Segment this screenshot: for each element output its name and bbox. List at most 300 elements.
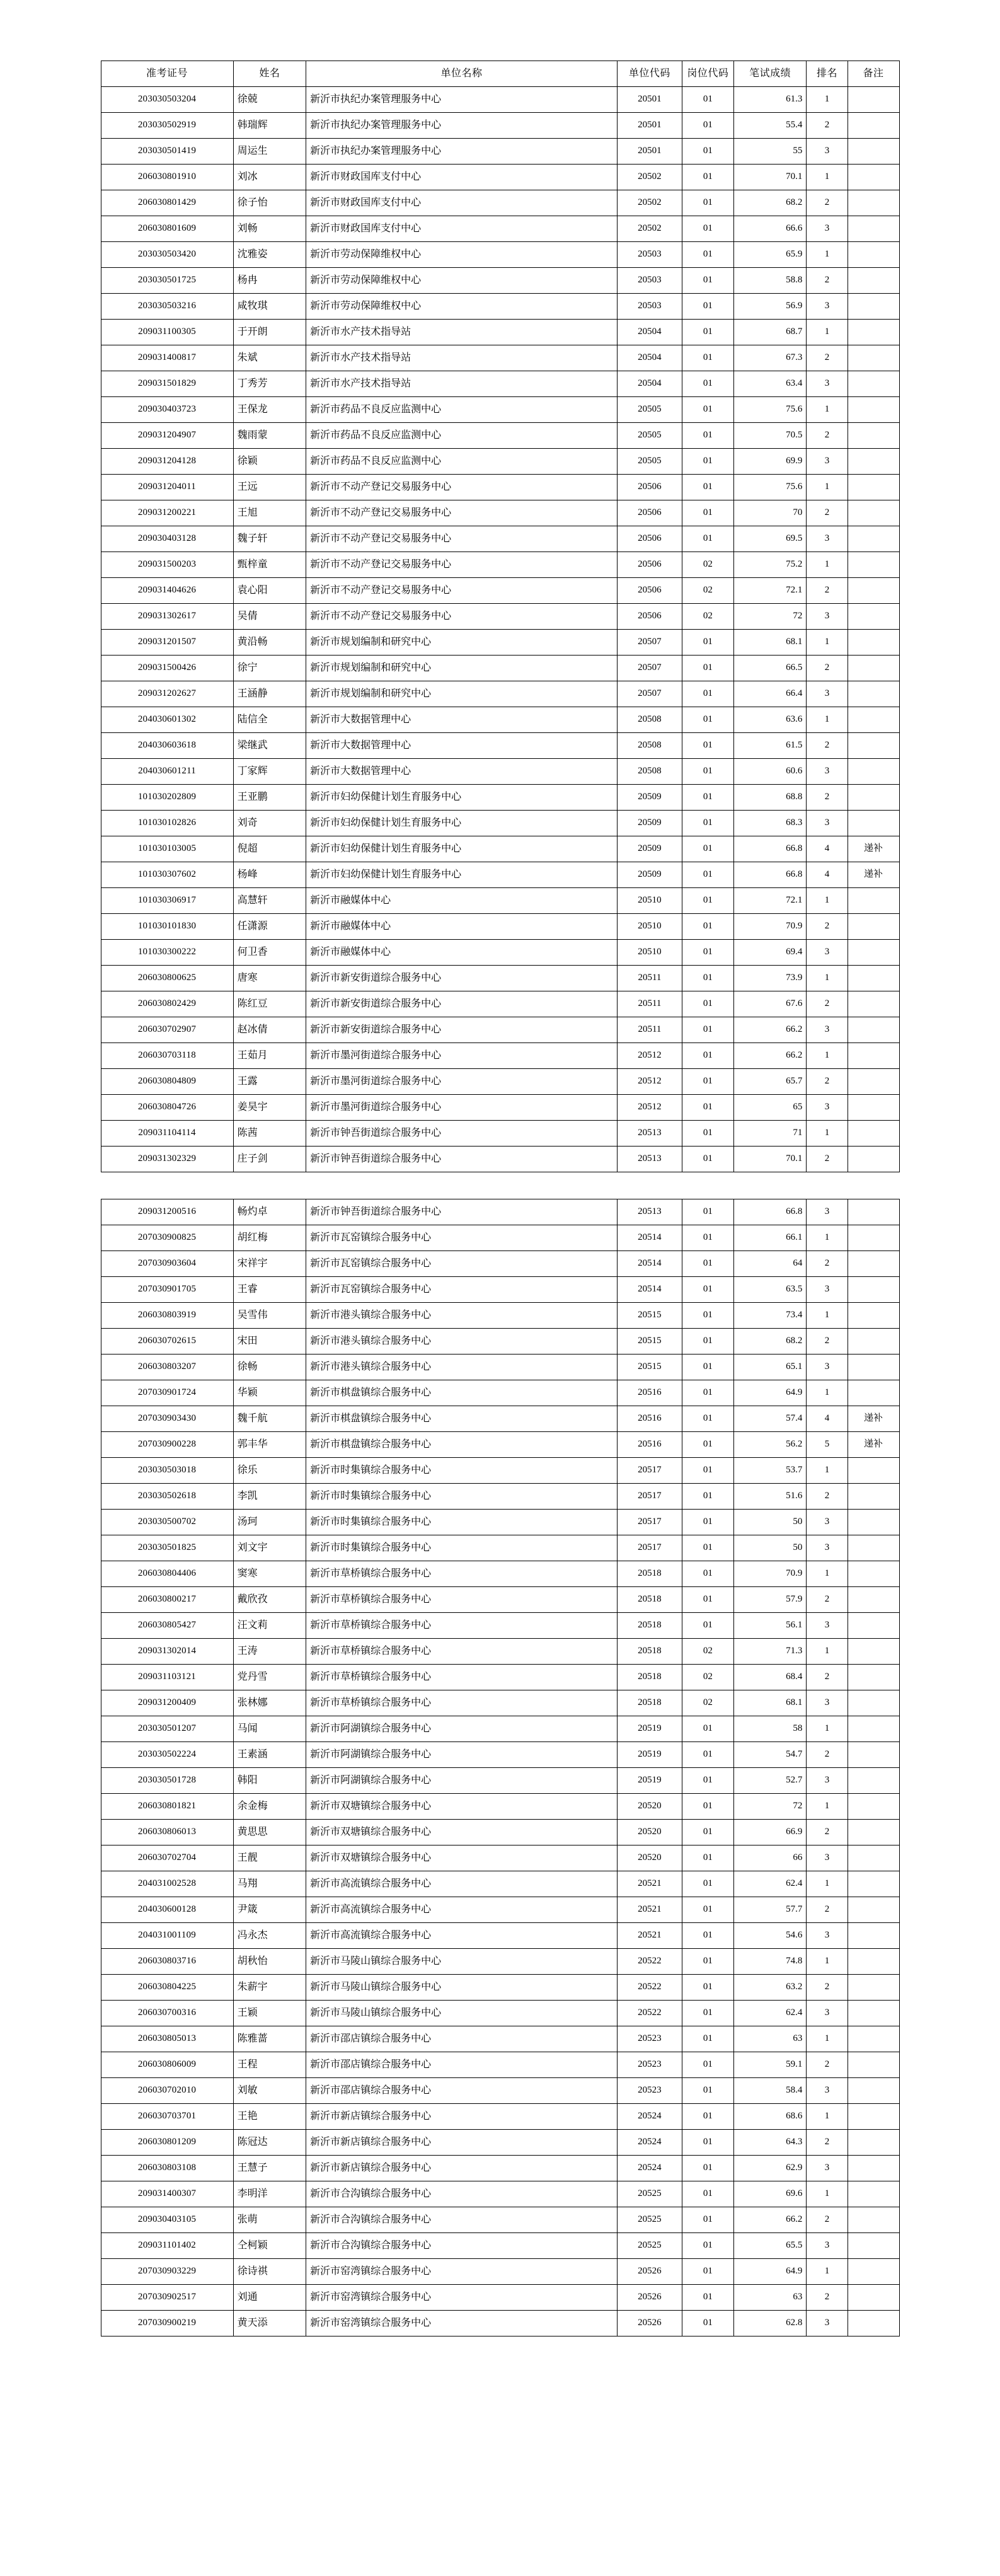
- cell-ticket: 204030601211: [101, 759, 233, 785]
- cell-written-score: 74.8: [733, 1949, 807, 1975]
- cell-rank: 3: [807, 1613, 848, 1639]
- cell-ticket: 206030703701: [101, 2104, 233, 2130]
- cell-unit: 新沂市妇幼保健计划生育服务中心: [306, 836, 618, 862]
- cell-unit: 新沂市不动产登记交易服务中心: [306, 500, 618, 526]
- cell-rank: 1: [807, 2026, 848, 2052]
- cell-post-code: 01: [682, 242, 733, 268]
- cell-written-score: 69.6: [733, 2181, 807, 2207]
- cell-post-code: 01: [682, 294, 733, 320]
- cell-written-score: 52.7: [733, 1768, 807, 1794]
- table-row: [101, 2001, 899, 2026]
- table-row: [101, 578, 899, 604]
- cell-name: 王涛: [233, 1639, 306, 1665]
- cell-remark: [848, 1665, 899, 1690]
- cell-ticket: 209031400817: [101, 345, 233, 371]
- cell-post-code: 01: [682, 2156, 733, 2181]
- table-row: [101, 1277, 899, 1303]
- cell-name: 戴欣孜: [233, 1587, 306, 1613]
- cell-ticket: 209031204907: [101, 423, 233, 449]
- column-header-unit: 单位名称: [306, 61, 618, 87]
- cell-post-code: 01: [682, 1121, 733, 1146]
- cell-unit: 新沂市融媒体中心: [306, 940, 618, 966]
- cell-rank: 2: [807, 785, 848, 811]
- cell-remark: [848, 785, 899, 811]
- cell-unit: 新沂市不动产登记交易服务中心: [306, 526, 618, 552]
- table-row: [101, 1639, 899, 1665]
- cell-post-code: 01: [682, 2078, 733, 2104]
- cell-name: 周运生: [233, 139, 306, 165]
- cell-ticket: 204030601302: [101, 707, 233, 733]
- cell-written-score: 61.3: [733, 87, 807, 113]
- cell-unit-code: 20520: [617, 1820, 682, 1845]
- cell-post-code: 01: [682, 1329, 733, 1354]
- top-margin: [0, 0, 1000, 61]
- cell-unit-code: 20505: [617, 397, 682, 423]
- cell-unit-code: 20506: [617, 526, 682, 552]
- cell-name: 魏子轩: [233, 526, 306, 552]
- cell-written-score: 62.4: [733, 1871, 807, 1897]
- cell-ticket: 209031103121: [101, 1665, 233, 1690]
- cell-remark: [848, 1277, 899, 1303]
- cell-unit: 新沂市财政国库支付中心: [306, 216, 618, 242]
- cell-name: 汪文莉: [233, 1613, 306, 1639]
- cell-unit-code: 20505: [617, 423, 682, 449]
- cell-post-code: 01: [682, 1354, 733, 1380]
- table-row: [101, 320, 899, 345]
- cell-ticket: 207030900219: [101, 2311, 233, 2336]
- cell-rank: 2: [807, 1329, 848, 1354]
- cell-post-code: 01: [682, 190, 733, 216]
- cell-name: 畅灼卓: [233, 1199, 306, 1225]
- table-row: [101, 707, 899, 733]
- cell-unit-code: 20515: [617, 1354, 682, 1380]
- cell-rank: 3: [807, 1199, 848, 1225]
- cell-remark: [848, 1095, 899, 1121]
- cell-name: 倪超: [233, 836, 306, 862]
- cell-name: 赵冰倩: [233, 1017, 306, 1043]
- cell-ticket: 207030900825: [101, 1225, 233, 1251]
- cell-unit: 新沂市棋盘镇综合服务中心: [306, 1380, 618, 1406]
- cell-written-score: 63.2: [733, 1975, 807, 2001]
- table-row: [101, 1587, 899, 1613]
- column-header-post-code: 岗位代码: [682, 61, 733, 87]
- cell-remark: [848, 1251, 899, 1277]
- cell-ticket: 101030103005: [101, 836, 233, 862]
- cell-ticket: 204031001109: [101, 1923, 233, 1949]
- cell-post-code: 01: [682, 2311, 733, 2336]
- table-row: [101, 681, 899, 707]
- cell-ticket: 206030702010: [101, 2078, 233, 2104]
- cell-unit-code: 20508: [617, 707, 682, 733]
- cell-post-code: 01: [682, 2285, 733, 2311]
- cell-unit: 新沂市双塘镇综合服务中心: [306, 1820, 618, 1845]
- cell-ticket: 206030801609: [101, 216, 233, 242]
- cell-written-score: 75.6: [733, 397, 807, 423]
- cell-unit: 新沂市执纪办案管理服务中心: [306, 139, 618, 165]
- table-row: [101, 1095, 899, 1121]
- cell-written-score: 68.6: [733, 2104, 807, 2130]
- cell-post-code: 02: [682, 604, 733, 630]
- cell-ticket: 206030802429: [101, 991, 233, 1017]
- cell-name: 马闻: [233, 1716, 306, 1742]
- cell-unit-code: 20509: [617, 811, 682, 836]
- cell-remark: [848, 1845, 899, 1871]
- cell-unit: 新沂市高流镇综合服务中心: [306, 1923, 618, 1949]
- cell-post-code: 02: [682, 578, 733, 604]
- cell-post-code: 01: [682, 733, 733, 759]
- column-header-ticket: 准考证号: [101, 61, 233, 87]
- cell-rank: 3: [807, 940, 848, 966]
- cell-ticket: 101030202809: [101, 785, 233, 811]
- cell-rank: 2: [807, 500, 848, 526]
- cell-post-code: 01: [682, 423, 733, 449]
- table-row: [101, 345, 899, 371]
- cell-post-code: 01: [682, 1017, 733, 1043]
- cell-unit: 新沂市妇幼保健计划生育服务中心: [306, 811, 618, 836]
- cell-remark: [848, 1380, 899, 1406]
- cell-written-score: 62.9: [733, 2156, 807, 2181]
- cell-remark: [848, 2311, 899, 2336]
- cell-written-score: 63.4: [733, 371, 807, 397]
- cell-name: 窦寒: [233, 1561, 306, 1587]
- cell-written-score: 62.8: [733, 2311, 807, 2336]
- cell-remark: [848, 165, 899, 190]
- cell-post-code: 01: [682, 2207, 733, 2233]
- cell-remark: [848, 1923, 899, 1949]
- cell-post-code: 01: [682, 836, 733, 862]
- cell-post-code: 01: [682, 707, 733, 733]
- cell-unit-code: 20523: [617, 2078, 682, 2104]
- cell-unit: 新沂市棋盘镇综合服务中心: [306, 1432, 618, 1458]
- cell-post-code: 01: [682, 1587, 733, 1613]
- cell-unit-code: 20512: [617, 1069, 682, 1095]
- cell-rank: 1: [807, 475, 848, 500]
- cell-unit-code: 20516: [617, 1432, 682, 1458]
- cell-rank: 1: [807, 1043, 848, 1069]
- cell-unit-code: 20518: [617, 1561, 682, 1587]
- cell-ticket: 209031104114: [101, 1121, 233, 1146]
- table-row: [101, 1380, 899, 1406]
- cell-remark: [848, 320, 899, 345]
- cell-remark: [848, 2156, 899, 2181]
- cell-unit: 新沂市执纪办案管理服务中心: [306, 87, 618, 113]
- cell-ticket: 209031400307: [101, 2181, 233, 2207]
- cell-remark: 递补: [848, 836, 899, 862]
- cell-post-code: 01: [682, 1199, 733, 1225]
- cell-post-code: 01: [682, 888, 733, 914]
- cell-name: 华颖: [233, 1380, 306, 1406]
- cell-written-score: 69.4: [733, 940, 807, 966]
- cell-unit-code: 20524: [617, 2130, 682, 2156]
- cell-ticket: 203030502224: [101, 1742, 233, 1768]
- table-row: [101, 500, 899, 526]
- cell-remark: [848, 1017, 899, 1043]
- cell-remark: [848, 1121, 899, 1146]
- cell-unit: 新沂市墨河街道综合服务中心: [306, 1043, 618, 1069]
- cell-unit-code: 20503: [617, 242, 682, 268]
- table-row: [101, 1665, 899, 1690]
- cell-name: 黄思思: [233, 1820, 306, 1845]
- cell-name: 咸牧琪: [233, 294, 306, 320]
- cell-remark: [848, 707, 899, 733]
- cell-name: 庄子剑: [233, 1146, 306, 1172]
- cell-unit-code: 20519: [617, 1768, 682, 1794]
- table-row: [101, 113, 899, 139]
- table-row: [101, 1871, 899, 1897]
- cell-name: 吴雪伟: [233, 1303, 306, 1329]
- cell-rank: 2: [807, 1897, 848, 1923]
- cell-written-score: 53.7: [733, 1458, 807, 1484]
- table-row: [101, 914, 899, 940]
- cell-ticket: 209031100305: [101, 320, 233, 345]
- cell-unit-code: 20525: [617, 2233, 682, 2259]
- cell-name: 王亚鹏: [233, 785, 306, 811]
- cell-post-code: 01: [682, 1380, 733, 1406]
- cell-name: 黄天添: [233, 2311, 306, 2336]
- cell-name: 袁心阳: [233, 578, 306, 604]
- cell-rank: 5: [807, 1432, 848, 1458]
- table-row: [101, 1561, 899, 1587]
- cell-unit: 新沂市时集镇综合服务中心: [306, 1484, 618, 1510]
- cell-post-code: 01: [682, 475, 733, 500]
- cell-unit-code: 20507: [617, 681, 682, 707]
- cell-unit: 新沂市港头镇综合服务中心: [306, 1354, 618, 1380]
- cell-unit-code: 20511: [617, 991, 682, 1017]
- cell-written-score: 68.3: [733, 811, 807, 836]
- cell-unit-code: 20511: [617, 966, 682, 991]
- cell-post-code: 01: [682, 1897, 733, 1923]
- cell-written-score: 59.1: [733, 2052, 807, 2078]
- cell-post-code: 02: [682, 1665, 733, 1690]
- cell-written-score: 63.6: [733, 707, 807, 733]
- cell-unit: 新沂市不动产登记交易服务中心: [306, 552, 618, 578]
- cell-rank: 2: [807, 190, 848, 216]
- cell-written-score: 60.6: [733, 759, 807, 785]
- cell-written-score: 70.5: [733, 423, 807, 449]
- table-row: [101, 1354, 899, 1380]
- cell-ticket: 203030503018: [101, 1458, 233, 1484]
- cell-rank: 1: [807, 1716, 848, 1742]
- cell-unit: 新沂市草桥镇综合服务中心: [306, 1639, 618, 1665]
- cell-ticket: 203030502919: [101, 113, 233, 139]
- cell-post-code: 01: [682, 966, 733, 991]
- cell-unit: 新沂市时集镇综合服务中心: [306, 1458, 618, 1484]
- cell-written-score: 58.4: [733, 2078, 807, 2104]
- cell-name: 于开朗: [233, 320, 306, 345]
- cell-unit-code: 20519: [617, 1742, 682, 1768]
- cell-unit: 新沂市双塘镇综合服务中心: [306, 1845, 618, 1871]
- cell-post-code: 01: [682, 2104, 733, 2130]
- table-row: [101, 1484, 899, 1510]
- cell-unit-code: 20501: [617, 87, 682, 113]
- cell-ticket: 209030403723: [101, 397, 233, 423]
- cell-rank: 1: [807, 2104, 848, 2130]
- cell-remark: [848, 526, 899, 552]
- cell-remark: [848, 1975, 899, 2001]
- cell-written-score: 56.2: [733, 1432, 807, 1458]
- cell-remark: 递补: [848, 862, 899, 888]
- cell-post-code: 01: [682, 681, 733, 707]
- cell-rank: 2: [807, 423, 848, 449]
- cell-unit: 新沂市瓦窑镇综合服务中心: [306, 1225, 618, 1251]
- cell-post-code: 01: [682, 139, 733, 165]
- cell-ticket: 209031302014: [101, 1639, 233, 1665]
- cell-remark: [848, 190, 899, 216]
- cell-rank: 3: [807, 2156, 848, 2181]
- cell-unit: 新沂市合沟镇综合服务中心: [306, 2207, 618, 2233]
- cell-name: 宋田: [233, 1329, 306, 1354]
- cell-unit-code: 20524: [617, 2156, 682, 2181]
- cell-written-score: 57.7: [733, 1897, 807, 1923]
- cell-unit: 新沂市大数据管理中心: [306, 733, 618, 759]
- cell-rank: 1: [807, 1225, 848, 1251]
- table-row: [101, 1458, 899, 1484]
- cell-written-score: 64.9: [733, 1380, 807, 1406]
- cell-name: 甄梓童: [233, 552, 306, 578]
- cell-ticket: 203030503204: [101, 87, 233, 113]
- table-row: [101, 966, 899, 991]
- cell-name: 王旭: [233, 500, 306, 526]
- cell-unit: 新沂市药品不良反应监测中心: [306, 449, 618, 475]
- cell-unit-code: 20510: [617, 940, 682, 966]
- cell-post-code: 01: [682, 2026, 733, 2052]
- cell-name: 刘奇: [233, 811, 306, 836]
- cell-post-code: 01: [682, 1510, 733, 1535]
- cell-post-code: 02: [682, 1639, 733, 1665]
- table-row: [101, 1043, 899, 1069]
- cell-remark: [848, 733, 899, 759]
- column-header-written-score: 笔试成绩: [733, 61, 807, 87]
- cell-written-score: 54.7: [733, 1742, 807, 1768]
- table-row: [101, 1225, 899, 1251]
- table-row: [101, 1510, 899, 1535]
- cell-unit: 新沂市时集镇综合服务中心: [306, 1535, 618, 1561]
- cell-post-code: 01: [682, 630, 733, 656]
- table-row: [101, 242, 899, 268]
- cell-unit: 新沂市高流镇综合服务中心: [306, 1871, 618, 1897]
- cell-name: 何卫香: [233, 940, 306, 966]
- cell-written-score: 68.2: [733, 190, 807, 216]
- cell-post-code: 01: [682, 1820, 733, 1845]
- cell-ticket: 204030603618: [101, 733, 233, 759]
- cell-written-score: 72.1: [733, 578, 807, 604]
- cell-ticket: 206030801429: [101, 190, 233, 216]
- cell-ticket: 206030702704: [101, 1845, 233, 1871]
- cell-ticket: 206030805427: [101, 1613, 233, 1639]
- table-row: [101, 1329, 899, 1354]
- cell-unit: 新沂市劳动保障维权中心: [306, 268, 618, 294]
- cell-name: 黄沿畅: [233, 630, 306, 656]
- cell-post-code: 01: [682, 500, 733, 526]
- cell-remark: [848, 1458, 899, 1484]
- cell-unit-code: 20519: [617, 1716, 682, 1742]
- cell-unit: 新沂市瓦窑镇综合服务中心: [306, 1251, 618, 1277]
- cell-written-score: 64.9: [733, 2259, 807, 2285]
- table-row: [101, 759, 899, 785]
- cell-ticket: 101030307602: [101, 862, 233, 888]
- cell-post-code: 01: [682, 1871, 733, 1897]
- cell-name: 冯永杰: [233, 1923, 306, 1949]
- cell-unit: 新沂市财政国库支付中心: [306, 165, 618, 190]
- cell-unit: 新沂市妇幼保健计划生育服务中心: [306, 862, 618, 888]
- cell-remark: [848, 1354, 899, 1380]
- table-row: [101, 190, 899, 216]
- cell-rank: 1: [807, 2259, 848, 2285]
- table-row: [101, 1017, 899, 1043]
- cell-unit: 新沂市草桥镇综合服务中心: [306, 1613, 618, 1639]
- cell-unit-code: 20503: [617, 294, 682, 320]
- cell-rank: 2: [807, 2052, 848, 2078]
- cell-unit-code: 20520: [617, 1845, 682, 1871]
- cell-post-code: 01: [682, 1043, 733, 1069]
- table-row: [101, 1794, 899, 1820]
- table-row: [101, 2156, 899, 2181]
- cell-rank: 1: [807, 165, 848, 190]
- cell-rank: 3: [807, 449, 848, 475]
- cell-ticket: 207030903430: [101, 1406, 233, 1432]
- cell-unit-code: 20518: [617, 1690, 682, 1716]
- cell-unit-code: 20522: [617, 1949, 682, 1975]
- cell-post-code: 01: [682, 2052, 733, 2078]
- cell-remark: [848, 113, 899, 139]
- cell-post-code: 01: [682, 2233, 733, 2259]
- cell-written-score: 66.5: [733, 656, 807, 681]
- table-row: [101, 604, 899, 630]
- cell-written-score: 66.2: [733, 1017, 807, 1043]
- table-row: [101, 1690, 899, 1716]
- cell-written-score: 58: [733, 1716, 807, 1742]
- cell-written-score: 67.6: [733, 991, 807, 1017]
- cell-written-score: 68.7: [733, 320, 807, 345]
- cell-name: 陈茜: [233, 1121, 306, 1146]
- cell-post-code: 01: [682, 1561, 733, 1587]
- cell-unit-code: 20526: [617, 2285, 682, 2311]
- cell-rank: 3: [807, 294, 848, 320]
- cell-post-code: 01: [682, 1794, 733, 1820]
- table-row: [101, 2311, 899, 2336]
- cell-remark: [848, 1199, 899, 1225]
- cell-unit: 新沂市马陵山镇综合服务中心: [306, 2001, 618, 2026]
- cell-ticket: 206030806013: [101, 1820, 233, 1845]
- cell-remark: [848, 1639, 899, 1665]
- cell-ticket: 206030703118: [101, 1043, 233, 1069]
- cell-unit: 新沂市邵店镇综合服务中心: [306, 2026, 618, 2052]
- cell-rank: 3: [807, 1768, 848, 1794]
- cell-post-code: 01: [682, 87, 733, 113]
- cell-rank: 3: [807, 2233, 848, 2259]
- cell-post-code: 01: [682, 2130, 733, 2156]
- cell-unit: 新沂市药品不良反应监测中心: [306, 397, 618, 423]
- cell-unit: 新沂市港头镇综合服务中心: [306, 1329, 618, 1354]
- cell-ticket: 209031200516: [101, 1199, 233, 1225]
- cell-remark: [848, 2207, 899, 2233]
- cell-remark: [848, 242, 899, 268]
- cell-name: 胡红梅: [233, 1225, 306, 1251]
- cell-remark: [848, 2052, 899, 2078]
- cell-ticket: 209031500203: [101, 552, 233, 578]
- cell-written-score: 68.1: [733, 630, 807, 656]
- cell-name: 高慧轩: [233, 888, 306, 914]
- cell-post-code: 01: [682, 1303, 733, 1329]
- cell-unit-code: 20517: [617, 1510, 682, 1535]
- cell-ticket: 203030503216: [101, 294, 233, 320]
- cell-name: 郭丰华: [233, 1432, 306, 1458]
- cell-name: 王远: [233, 475, 306, 500]
- cell-remark: [848, 914, 899, 940]
- cell-remark: [848, 268, 899, 294]
- cell-post-code: 01: [682, 526, 733, 552]
- cell-rank: 3: [807, 759, 848, 785]
